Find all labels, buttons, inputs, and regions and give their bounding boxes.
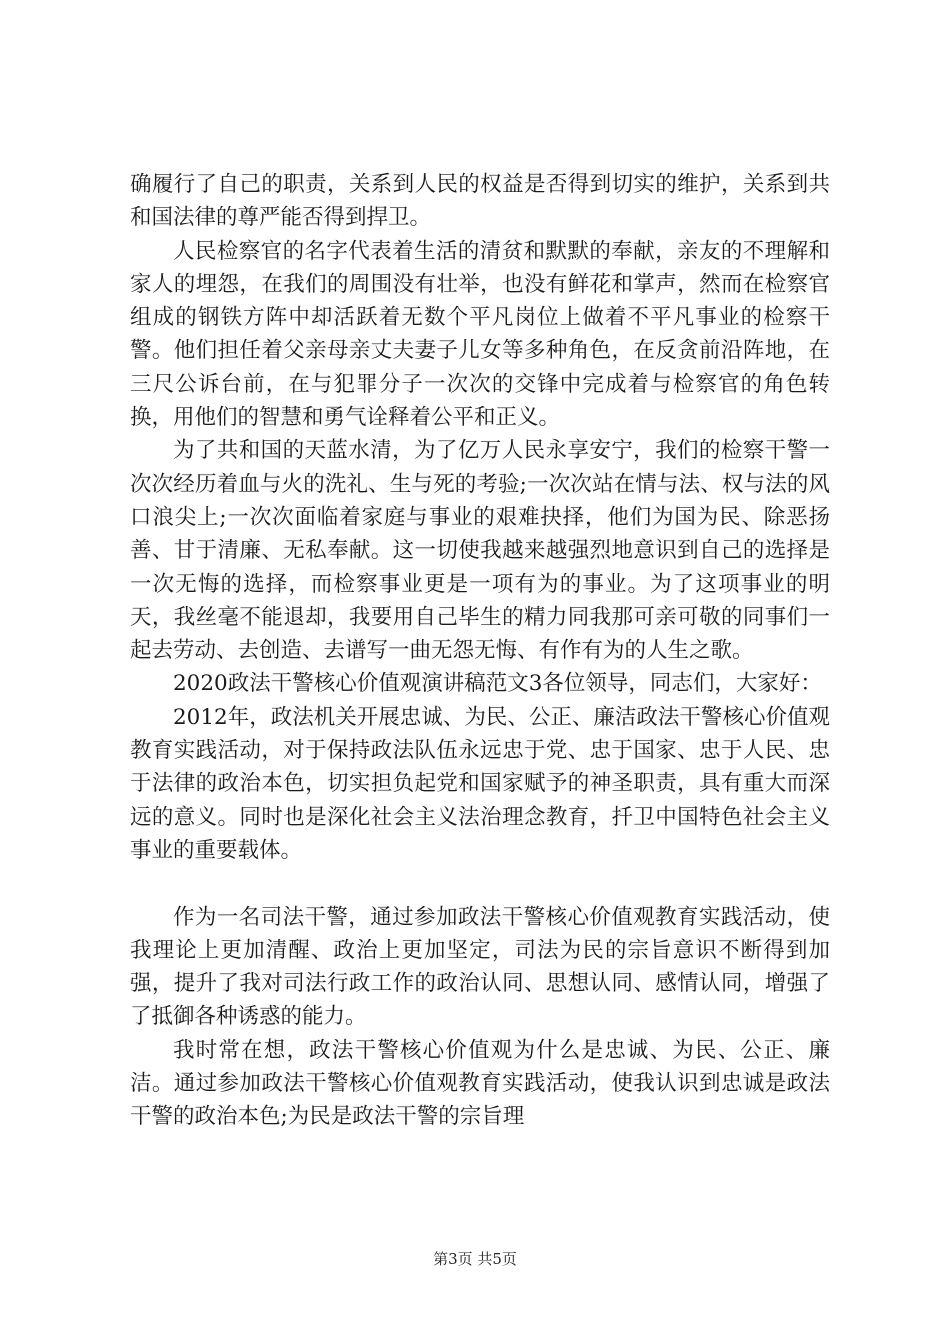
paragraph-speech-title: 2020政法干警核心价值观演讲稿范文3各位领导，同志们，大家好： [173,671,822,697]
paragraph-core-values: 我时常在想，政法干警核心价值观为什么是忠诚、为民、公正、廉洁。通过参加政法干警核心价值观教育实践活动，使我认识到忠诚是政法干警的政治本色;为民是政法干警的宗旨理 [130,1037,830,1130]
document-body [130,168,830,1134]
paragraph-2012-activities: 2012年，政法机关开展忠诚、为民、公正、廉洁政法干警核心价值观教育实践活动，对于保持政法队伍永远忠于党、忠于国家、忠于人民、忠于法律的政治本色，切实担负起党和国家赋予的神圣职责，具有重大而深远的意义。同时也是深化社会主义法治理念教育，扦卫中国特色社会主义事业的重要载体。 [130,704,830,863]
paragraph-judicial-officer: 作为一名司法干警，通过参加政法干警核心价值观教育实践活动，使我理论上更加清醒、政治上更加坚定，司法为民的宗旨意识不断得到加强，提升了我对司法行政工作的政治认同、思想认同、感情认同，增强了了抵御各种诱惑的能力。 [130,904,830,1030]
paragraph-republic-blue-sky: 为了共和国的天蓝水清，为了亿万人民永享安宁，我们的检察干警一次次经历着血与火的洗礼、生与死的考验;一次次站在情与法、权与法的风口浪尖上;一次次面临着家庭与事业的艰难抉择，他们为国为民、除恶扬善、甘于清廉、无私奉献。这一切使我越来越强烈地意识到自己的选择是一次无悔的选择，而检察事业更是一项有为的事业。为了这项事业的明天，我丝毫不能退却，我要用自己毕生的精力同我那可亲可敬的同事们一起去劳动、去创造、去谱写一曲无怨无悔、有作有为的人生之歌。 [130,438,830,664]
page-footer: 第3页 共5页 [433,1250,517,1268]
paragraph-continuation: 确履行了自己的职责，关系到人民的权益是否得到切实的维护，关系到共和国法律的尊严能否得到捍卫。 [130,172,830,231]
paragraph-prosecutor-name: 人民检察官的名字代表着生活的清贫和默默的奉献，亲友的不理解和家人的埋怨，在我们的周围没有壮举，也没有鲜花和掌声，然而在检察官组成的钢铁方阵中却活跃着无数个平凡岗位上做着不平凡事业的检察干警。他们担任着父亲母亲丈夫妻子儿女等多种角色，在反贪前沿阵地，在三尺公诉台前，在与犯罪分子一次次的交锋中完成着与检察官的角色转换，用他们的智慧和勇气诠释着公平和正义。 [130,238,830,431]
